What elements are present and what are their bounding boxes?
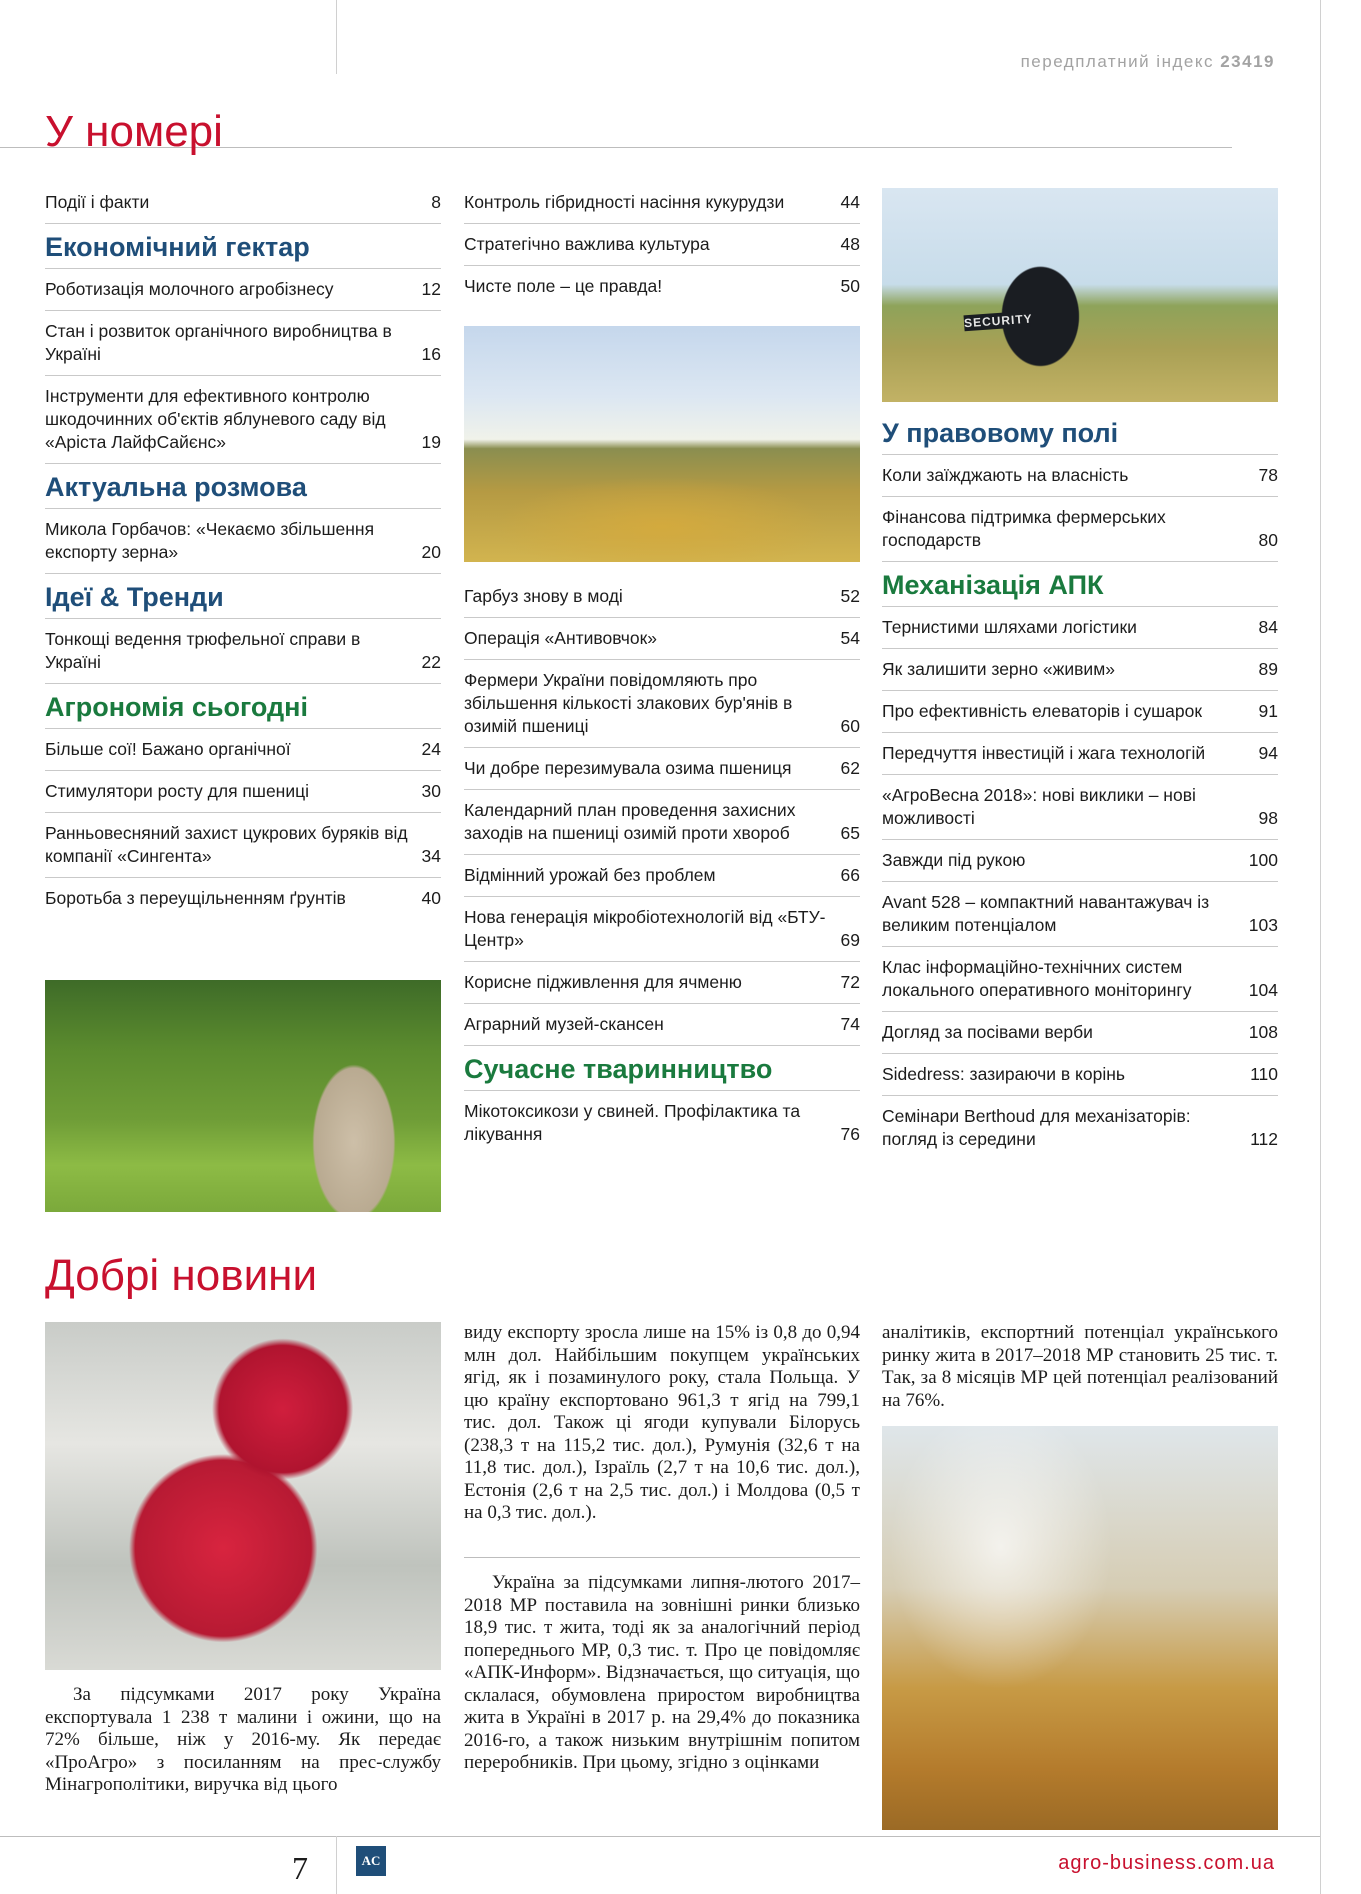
section-heading: Механізація АПК: [882, 562, 1278, 607]
toc-entry[interactable]: [45, 771, 441, 813]
toc-entry-page: 100: [1248, 850, 1278, 870]
toc-entry-title: Чисте поле – це правда!: [464, 276, 663, 296]
top-column-rule: [336, 0, 337, 74]
wheat-photo: [882, 1426, 1278, 1830]
toc-entry-page: 62: [840, 758, 860, 778]
toc-entry-title: Події і факти: [45, 192, 150, 212]
toc-entry[interactable]: [464, 855, 860, 897]
toc-entry-title: Тонкощі ведення трюфельної справи в Україні: [45, 629, 361, 672]
toc-entry[interactable]: [464, 224, 860, 266]
toc-column-2-top: [464, 182, 860, 307]
toc-entry-page: 110: [1250, 1064, 1278, 1084]
section-heading: Економічний гектар: [45, 224, 441, 269]
toc-entry[interactable]: [882, 775, 1278, 840]
toc-entry-title: Відмінний урожай без проблем: [464, 865, 716, 885]
toc-column-3: [882, 410, 1278, 1160]
page-number: 7: [292, 1850, 308, 1886]
toc-entry-title: Коли заїжджають на власність: [882, 465, 1129, 485]
toc-entry-title: Стратегічно важлива культура: [464, 234, 710, 254]
toc-entry-title: Гарбуз знову в моді: [464, 586, 623, 606]
toc-entry-page: 112: [1250, 1129, 1278, 1149]
news-column-1: [45, 1684, 441, 1797]
toc-entry-page: 16: [421, 344, 441, 364]
toc-entry-page: 80: [1258, 530, 1278, 550]
toc-entry-title: «АгроВесна 2018»: нові виклики – нові можливості: [882, 785, 1196, 828]
publisher-logo: AC: [356, 1846, 386, 1876]
toc-entry-title: Стимулятори росту для пшениці: [45, 781, 310, 801]
toc-entry-page: 69: [840, 930, 860, 950]
news-column-2b: [464, 1572, 860, 1775]
toc-entry-title: Avant 528 – компактний навантажувач із великим потенціалом: [882, 892, 1210, 935]
toc-entry[interactable]: [45, 269, 441, 311]
toc-entry[interactable]: [882, 882, 1278, 947]
news-column-2: [464, 1322, 860, 1525]
toc-entry[interactable]: [464, 1004, 860, 1046]
toc-entry-title: Корисне підживлення для ячменю: [464, 972, 742, 992]
toc-entry-title: Догляд за посівами верби: [882, 1022, 1093, 1042]
toc-entry[interactable]: [45, 813, 441, 878]
news-title: Добрі новини: [45, 1251, 318, 1300]
raspberry-photo: [45, 1322, 441, 1670]
toc-entry-title: Микола Горбачов: «Чекаємо збільшення експорту зерна»: [45, 519, 375, 562]
security-label: SECURITY: [963, 311, 1034, 331]
toc-entry[interactable]: [464, 266, 860, 307]
harvest-photo: [464, 326, 860, 562]
toc-entry-page: 24: [421, 739, 441, 759]
toc-entry-title: Фінансова підтримка фермерських господарств: [882, 507, 1166, 550]
toc-entry[interactable]: [882, 691, 1278, 733]
toc-entry[interactable]: [882, 840, 1278, 882]
toc-entry-title: Більше сої! Бажано органічної: [45, 739, 291, 759]
footer-rule: [0, 1836, 1320, 1837]
toc-entry-title: Клас інформаційно-технічних систем локального оперативного моніторингу: [882, 957, 1192, 1000]
toc-entry-page: 30: [421, 781, 441, 801]
subscription-index: [1021, 52, 1275, 72]
toc-entry[interactable]: [882, 733, 1278, 775]
toc-entry-title: Ранньовесняний захист цукрових буряків від компанії «Сингента»: [45, 823, 408, 866]
toc-entry[interactable]: [45, 619, 441, 684]
toc-entry-page: 78: [1258, 465, 1278, 485]
subscription-label: передплатний індекс: [1020, 52, 1214, 71]
toc-entry[interactable]: [464, 576, 860, 618]
news-paragraph: виду експорту зросла лише на 15% із 0,8 до 0,94 млн дол. Найбільшим покупцем українських ягід, як і позаминулого року, стала Польща. У цю країну експортовано 961,3 т ягід на 799,1 тис. дол. Також ці ягоди купували Білорусь (238,3 т на 115,2 тис. дол.), Румунія (32,6 т на 11,8 тис. дол.), Ізраїль (2,7 т на 10,6 тис. дол.), Естонія (2,6 т на 2,5 тис. дол.) і Молдова (0,5 т на 0,3 тис. дол.).: [464, 1322, 860, 1523]
toc-entry-title: Нова генерація мікробіотехнологій від «БТУ-Центр»: [464, 907, 826, 950]
toc-entry-page: 34: [421, 846, 441, 866]
toc-entry-title: Завжди під рукою: [882, 850, 1026, 870]
toc-entry-page: 91: [1258, 701, 1278, 721]
toc-entry-page: 94: [1258, 743, 1278, 763]
toc-entry[interactable]: [464, 182, 860, 224]
toc-entry-title: Операція «Антивовчок»: [464, 628, 657, 648]
toc-entry-title: Календарний план проведення захисних заходів на пшениці озимій проти хвороб: [464, 800, 796, 843]
news-divider: [464, 1557, 860, 1558]
toc-entry-title: Sidedress: зазираючи в корінь: [882, 1064, 1126, 1084]
toc-entry-page: 8: [431, 192, 441, 212]
toc-entry-page: 65: [840, 823, 860, 843]
news-paragraph: За підсумками 2017 року Україна експортувала 1 238 т малини і ожини, що на 72% більше, ніж у 2016-му. Як передає «ПроАгро» з посиланням на прес-службу Мінагрополітики, виручка від цього: [45, 1684, 441, 1795]
toc-entry[interactable]: [45, 729, 441, 771]
toc-column-2-bottom: [464, 576, 860, 1155]
toc-entry[interactable]: [882, 947, 1278, 1012]
toc-entry-title: Про ефективність елеваторів і сушарок: [882, 701, 1203, 721]
toc-entry[interactable]: [882, 455, 1278, 497]
toc-entry-page: 66: [840, 865, 860, 885]
news-paragraph: Україна за підсумками липня-лютого 2017–2018 МР поставила на зовнішні ринки близько 18,9 тис. т жита, тоді як за аналогічний період попереднього МР, 0,3 тис. т. Про це повідомляє «АПК-Информ». Відзначається, що ситуація, що склалася, обумовлена приростом виробництва жита в Україні в 2017 р. на 29,4% до показника 2016-го, а також низьким внутрішнім попитом переробників. При цьому, згідно з оцінками: [464, 1572, 860, 1773]
toc-entry[interactable]: [464, 790, 860, 855]
footer-vertical-rule: [336, 1836, 337, 1894]
top-right-rule: [1320, 0, 1321, 1894]
toc-entry-page: 89: [1258, 659, 1278, 679]
toc-entry-page: 60: [840, 716, 860, 736]
toc-entry-title: Інструменти для ефективного контролю шкодочинних об'єктів яблуневого саду від «Аріста ЛайфСайєнс»: [45, 386, 386, 452]
toc-entry[interactable]: [45, 509, 441, 574]
toc-entry[interactable]: [882, 1012, 1278, 1054]
toc-entry-page: 40: [421, 888, 441, 908]
toc-entry-page: 108: [1248, 1022, 1278, 1042]
toc-entry-page: 72: [840, 972, 860, 992]
toc-entry[interactable]: [464, 897, 860, 962]
toc-entry-page: 104: [1248, 980, 1278, 1000]
toc-entry[interactable]: [464, 660, 860, 748]
toc-entry-page: 22: [421, 652, 441, 672]
toc-entry-title: Мікотоксикози у свиней. Профілактика та лікування: [464, 1101, 801, 1144]
toc-entry-page: 98: [1258, 808, 1278, 828]
toc-entry-page: 74: [840, 1014, 860, 1034]
toc-entry-title: Передчуття інвестицій і жага технологій: [882, 743, 1206, 763]
toc-entry[interactable]: [45, 376, 441, 464]
toc-entry[interactable]: [464, 618, 860, 660]
toc-entry-title: Контроль гібридності насіння кукурудзи: [464, 192, 785, 212]
toc-entry[interactable]: [882, 607, 1278, 649]
news-column-3: [882, 1322, 1278, 1412]
toc-column-1: [45, 182, 441, 919]
section-heading: Ідеї & Тренди: [45, 574, 441, 619]
section-heading: Сучасне тваринництво: [464, 1046, 860, 1091]
toc-entry-page: 12: [421, 279, 441, 299]
toc-entry-title: Семінари Berthoud для механізаторів: погляд із середини: [882, 1106, 1191, 1149]
toc-entry[interactable]: [45, 311, 441, 376]
security-guard-photo: [882, 188, 1278, 402]
toc-entry-title: Роботизація молочного агробізнесу: [45, 279, 334, 299]
toc-entry-title: Тернистими шляхами логістики: [882, 617, 1137, 637]
toc-entry-title: Чи добре перезимувала озима пшениця: [464, 758, 792, 778]
toc-entry-page: 84: [1258, 617, 1278, 637]
toc-entry-page: 48: [840, 234, 860, 254]
toc-entry[interactable]: [464, 962, 860, 1004]
toc-entry-page: 54: [840, 628, 860, 648]
toc-entry[interactable]: [45, 182, 441, 224]
toc-entry[interactable]: [464, 1091, 860, 1155]
toc-entry-page: 52: [840, 586, 860, 606]
toc-entry-page: 50: [840, 276, 860, 296]
toc-entry[interactable]: [464, 748, 860, 790]
toc-entry[interactable]: [45, 878, 441, 919]
toc-entry-page: 19: [421, 432, 441, 452]
subscription-code: 23419: [1220, 52, 1275, 71]
toc-entry-page: 76: [840, 1124, 860, 1144]
toc-entry-title: Боротьба з переущільненням ґрунтів: [45, 888, 346, 908]
corn-field-photo: [45, 980, 441, 1212]
toc-entry-title: Як залишити зерно «живим»: [882, 659, 1115, 679]
site-link[interactable]: agro-business.com.ua: [1058, 1852, 1275, 1874]
toc-entry-title: Фермери України повідомляють про збільшення кількості злакових бур'янів в озимій пшениці: [464, 670, 793, 736]
toc-entry[interactable]: [882, 1096, 1278, 1160]
toc-entry[interactable]: [882, 1054, 1278, 1096]
toc-entry[interactable]: [882, 649, 1278, 691]
toc-entry-title: Аграрний музей-скансен: [464, 1014, 664, 1034]
toc-entry-page: 103: [1248, 915, 1278, 935]
news-paragraph: аналітиків, експортний потенціал українського ринку жита в 2017–2018 МР становить 25 тис. т. Так, за 8 місяців МР цей потенціал реалізований на 76%.: [882, 1322, 1278, 1411]
section-heading: Актуальна розмова: [45, 464, 441, 509]
page-title: У номері: [45, 107, 223, 156]
toc-entry[interactable]: [882, 497, 1278, 562]
section-heading: У правовому полі: [882, 410, 1278, 455]
toc-entry-title: Стан і розвиток органічного виробництва в Україні: [45, 321, 392, 364]
section-heading: Агрономія сьогодні: [45, 684, 441, 729]
toc-entry-page: 44: [840, 192, 860, 212]
toc-entry-page: 20: [421, 542, 441, 562]
